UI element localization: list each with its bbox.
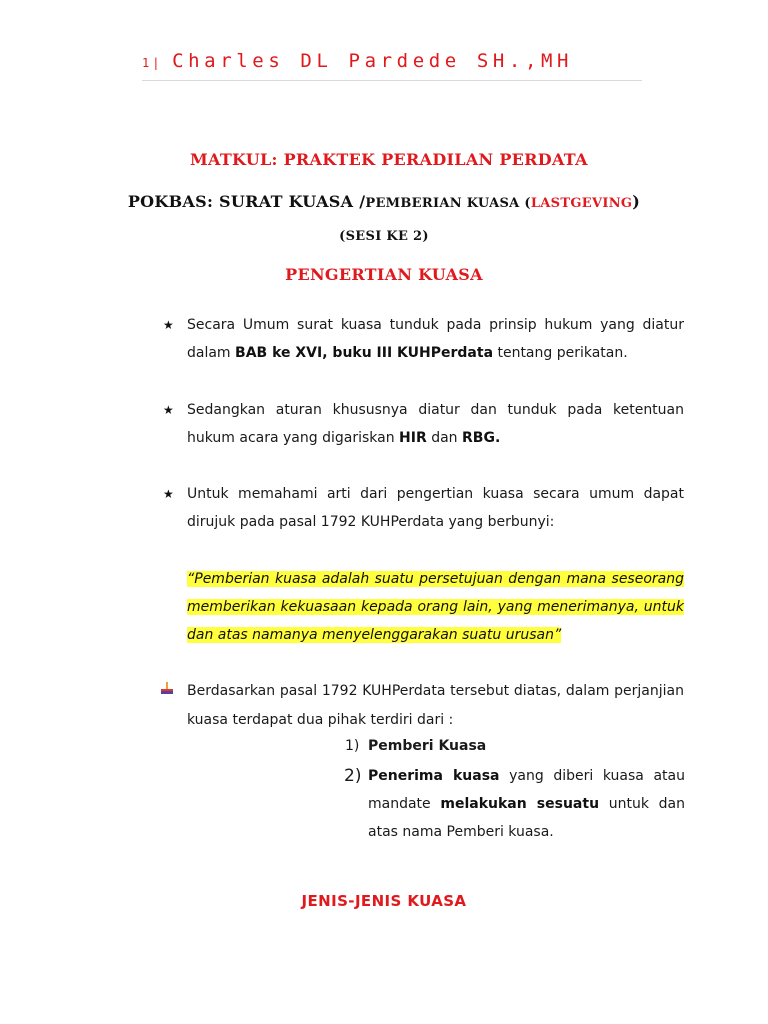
header-separator: | xyxy=(152,56,163,70)
paragraph-2 xyxy=(187,396,684,452)
page-header xyxy=(142,50,573,72)
quote-text: “Pemberian kuasa adalah suatu persetujuan dengan mana seseorang memberikan kekuasaan kepada orang lain, yang menerimanya, untuk dan atas namanya menyelenggarakan suatu urusan” xyxy=(187,571,684,643)
p1-text-a: Secara Umum surat kuasa tunduk pada prinsip hukum yang diatur dalam xyxy=(187,317,684,361)
star-icon: ★ xyxy=(163,403,174,417)
list-item-text: Pemberi Kuasa xyxy=(368,738,487,754)
list-number: 1) xyxy=(345,738,360,754)
pokbas-close: ) xyxy=(632,192,641,211)
pokbas-red: LASTGEVING xyxy=(530,196,633,211)
header-rule xyxy=(142,80,642,81)
list-item-bold-c: melakukan sesuatu xyxy=(440,796,600,812)
list-item-bold-a: Penerima kuasa xyxy=(368,768,500,784)
arrow-bullet-icon xyxy=(160,681,174,695)
paragraph-4: Berdasarkan pasal 1792 KUHPerdata tersebut diatas, dalam perjanjian kuasa terdapat dua pihak terdiri dari : xyxy=(187,683,684,728)
p2-text-d: RBG. xyxy=(462,430,501,446)
paragraph-1 xyxy=(187,311,684,367)
pokbas-sub: PEMBERIAN KUASA ( xyxy=(365,196,531,211)
star-icon: ★ xyxy=(163,487,174,501)
p1-text-b: BAB ke XVI, buku III KUHPerdata xyxy=(235,345,494,361)
page-number: 1 xyxy=(142,56,153,70)
p2-text-b: HIR xyxy=(399,430,427,446)
section-pengertian: PENGERTIAN KUASA xyxy=(285,265,483,284)
paragraph-3: Untuk memahami arti dari pengertian kuasa secara umum dapat dirujuk pada pasal 1792 KUHPerdata yang berbunyi: xyxy=(187,486,684,530)
p2-text-a: Sedangkan aturan khususnya diatur dan tunduk pada ketentuan hukum acara yang digariskan xyxy=(187,402,684,446)
p2-text-c: dan xyxy=(426,430,463,446)
section-jenis: JENIS-JENIS KUASA xyxy=(301,892,467,910)
matkul-title: MATKUL: PRAKTEK PERADILAN PERDATA xyxy=(190,150,588,169)
list-item xyxy=(368,762,685,846)
sesi-title: (SESI KE 2) xyxy=(339,229,429,244)
pokbas-main: POKBAS: SURAT KUASA / xyxy=(127,192,366,211)
quote-block xyxy=(187,565,684,649)
author-name: Charles DL Pardede SH.,MH xyxy=(172,50,574,72)
p1-text-c: tentang perikatan. xyxy=(493,345,628,361)
star-icon: ★ xyxy=(163,318,174,332)
list-item-text-b: yang diberi kuasa atau mandate xyxy=(368,768,685,812)
list-item-text-d: untuk dan atas nama Pemberi kuasa. xyxy=(368,796,685,840)
pokbas-title xyxy=(0,192,768,211)
list-number: 2) xyxy=(344,766,362,786)
